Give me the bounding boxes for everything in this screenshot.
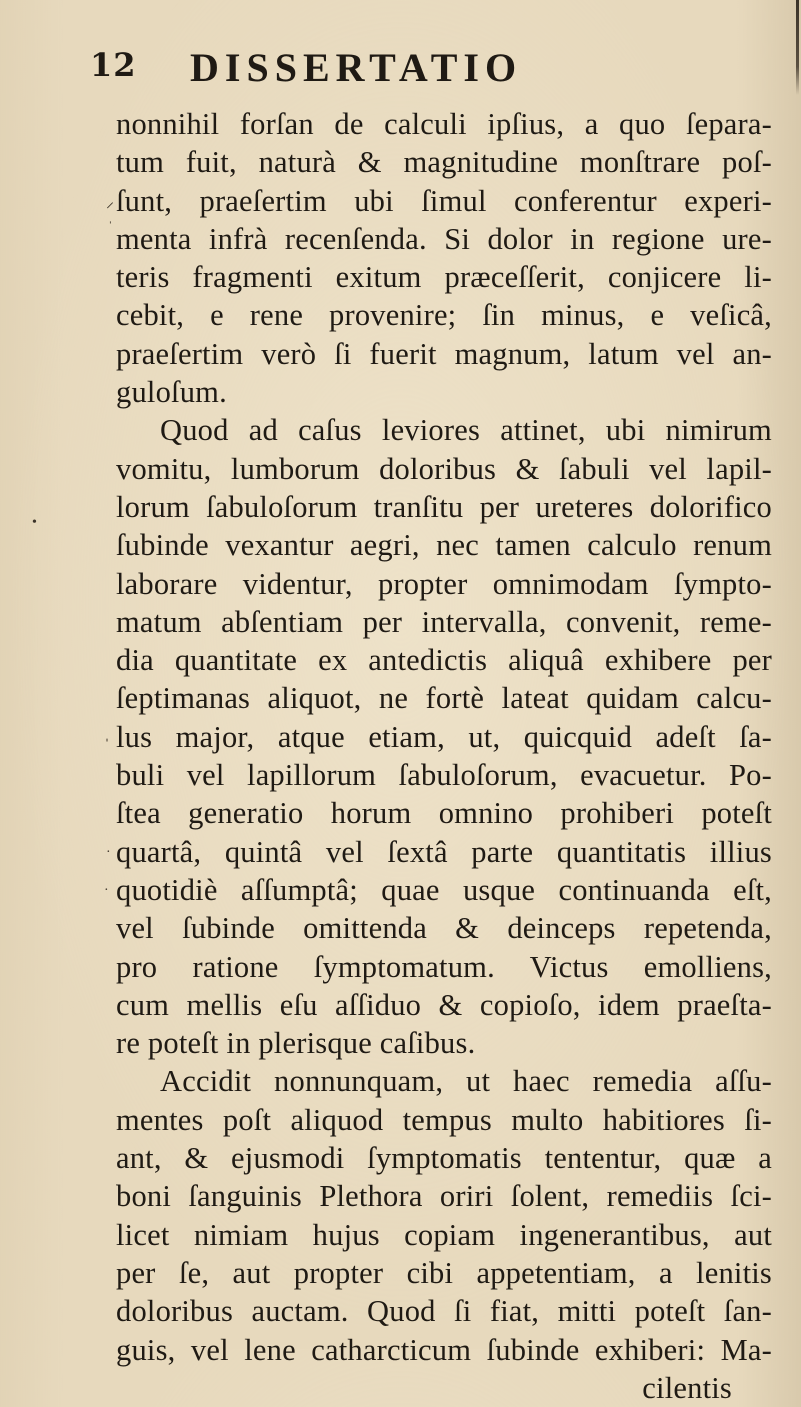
text-line: Quod ad caſus leviores attinet, ubi nimirum <box>160 413 772 448</box>
text-line: praeſertim verò ſi fuerit magnum, latum vel an- <box>116 336 772 371</box>
text-line: quartâ, quintâ vel ſextâ parte quantitatis illius <box>116 834 772 869</box>
text-line: teris fragmenti exitum præceſſerit, conjicere li- <box>116 260 772 295</box>
page-header <box>90 44 730 90</box>
text-line: cebit, e rene provenire; ſin minus, e veſicâ, <box>116 298 772 333</box>
text-line: guloſum. <box>116 375 227 410</box>
text-line: buli vel lapillorum ſabuloſorum, evacuetur. Po- <box>116 758 772 793</box>
text-line: mentes poſt aliquod tempus multo habitiores ſi- <box>116 1102 772 1137</box>
text-line: pro ratione ſymptomatum. Victus emolliens, <box>116 949 772 984</box>
paragraph-2 <box>116 411 772 1062</box>
margin-tick-mark: ˈ <box>104 735 110 755</box>
text-line: ſtea generatio horum omnino prohiberi poteſt <box>116 796 772 831</box>
text-line: quotidiè aſſumptâ; quae usque continuanda eſt, <box>116 872 772 907</box>
text-line: matum abſentiam per intervalla, convenit, reme- <box>116 604 772 639</box>
text-line: guis, vel lene catharcticum ſubinde exhiberi: Ma- <box>116 1332 772 1367</box>
page-number: 12 <box>90 46 137 84</box>
margin-dot-mark: • <box>32 515 37 530</box>
text-line: vomitu, lumborum doloribus & ſabuli vel lapil- <box>116 451 772 486</box>
text-line: lus major, atque etiam, ut, quicquid adeſt ſa- <box>116 719 772 754</box>
text-line: laborare videntur, propter omnimodam ſympto- <box>116 566 772 601</box>
text-line: ſubinde vexantur aegri, nec tamen calculo renum <box>116 528 772 563</box>
text-line: ſunt, praeſertim ubi ſimul conferentur experi- <box>116 183 772 218</box>
paragraph-3 <box>116 1062 772 1368</box>
running-head: DISSERTATIO <box>190 45 523 90</box>
text-line: lorum ſabuloſorum tranſitu per ureteres dolorifico <box>116 489 772 524</box>
text-line: doloribus auctam. Quod ſi fiat, mitti poteſt ſan- <box>116 1294 772 1329</box>
text-line: dia quantitate ex antedictis aliquâ exhibere per <box>116 643 772 678</box>
margin-tick-mark: ˈ <box>108 220 113 235</box>
paragraph-1 <box>116 105 772 411</box>
text-line: ſeptimanas aliquot, ne fortè lateat quidam calcu- <box>116 681 772 716</box>
text-line: per ſe, aut propter cibi appetentiam, a lenitis <box>116 1255 772 1290</box>
text-line: re poteſt in plerisque caſibus. <box>116 1026 476 1061</box>
catchword: cilentis <box>642 1370 732 1405</box>
text-line: ant, & ejusmodi ſymptomatis tententur, quæ a <box>116 1141 772 1176</box>
text-line: boni ſanguinis Plethora oriri ſolent, remediis ſci- <box>116 1179 772 1214</box>
text-line: menta infrà recenſenda. Si dolor in regione ure- <box>116 221 772 256</box>
margin-dot-mark: · <box>106 845 111 860</box>
text-line: cum mellis eſu aſſiduo & copioſo, idem praeſta- <box>116 987 772 1022</box>
margin-tick-mark: ⸝ <box>106 194 115 211</box>
text-line: licet nimiam hujus copiam ingenerantibus, aut <box>116 1217 772 1252</box>
body-text <box>116 105 772 1407</box>
margin-dot-mark: · <box>104 883 109 898</box>
text-line: tum fuit, naturà & magnitudine monſtrare poſ- <box>116 145 772 180</box>
text-line: nonnihil forſan de calculi ipſius, a quo ſepara- <box>116 107 772 141</box>
text-line: vel ſubinde omittenda & deinceps repetenda, <box>116 911 772 946</box>
page-edge-shadow <box>796 0 799 95</box>
text-line: Accidit nonnunquam, ut haec remedia aſſu- <box>160 1064 772 1099</box>
